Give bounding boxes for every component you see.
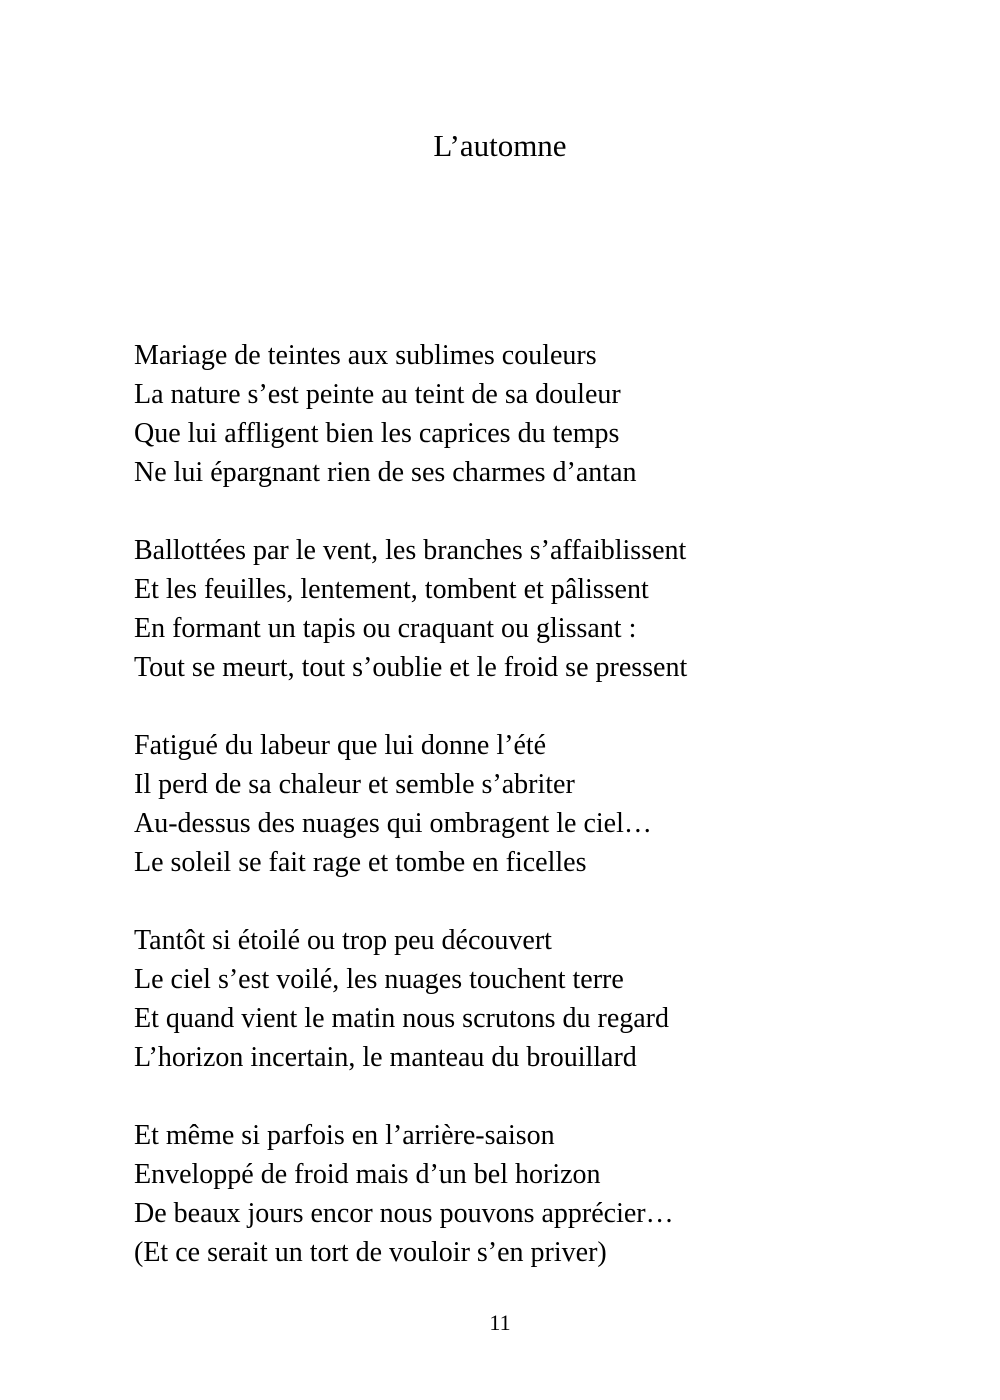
stanza-4 <box>134 921 894 1077</box>
verse-line: La nature s’est peinte au teint de sa douleur <box>134 379 621 410</box>
page-number: 11 <box>489 1310 511 1335</box>
verse-line: Le ciel s’est voilé, les nuages touchent terre <box>134 964 624 995</box>
verse-line: Au-dessus des nuages qui ombragent le ciel… <box>134 808 652 839</box>
verse-line: En formant un tapis ou craquant ou glissant : <box>134 613 637 644</box>
verse-line: Il perd de sa chaleur et semble s’abriter <box>134 769 575 800</box>
stanza-3 <box>134 726 894 882</box>
verse-line: Mariage de teintes aux sublimes couleurs <box>134 340 597 371</box>
verse-line: (Et ce serait un tort de vouloir s’en priver) <box>134 1237 607 1268</box>
poem-title: L’automne <box>433 128 567 163</box>
stanza-5 <box>134 1116 894 1272</box>
verse-line: Ne lui épargnant rien de ses charmes d’antan <box>134 457 637 488</box>
stanza-2 <box>134 531 894 687</box>
verse-line: Tout se meurt, tout s’oublie et le froid se pressent <box>134 652 688 683</box>
verse-line: Enveloppé de froid mais d’un bel horizon <box>134 1159 601 1190</box>
verse-line: Ballottées par le vent, les branches s’affaiblissent <box>134 535 687 566</box>
stanza-1 <box>134 336 894 492</box>
verse-line: Tantôt si étoilé ou trop peu découvert <box>134 925 552 956</box>
verse-line: Et quand vient le matin nous scrutons du regard <box>134 1003 669 1034</box>
verse-line: Fatigué du labeur que lui donne l’été <box>134 730 547 761</box>
verse-line: Que lui affligent bien les caprices du temps <box>134 418 620 449</box>
verse-line: De beaux jours encor nous pouvons apprécier… <box>134 1198 674 1229</box>
verse-line: Le soleil se fait rage et tombe en ficelles <box>134 847 587 878</box>
verse-line: Et même si parfois en l’arrière-saison <box>134 1120 555 1151</box>
verse-line: L’horizon incertain, le manteau du brouillard <box>134 1042 637 1073</box>
poem-body <box>134 336 894 1272</box>
verse-line: Et les feuilles, lentement, tombent et pâlissent <box>134 574 649 605</box>
